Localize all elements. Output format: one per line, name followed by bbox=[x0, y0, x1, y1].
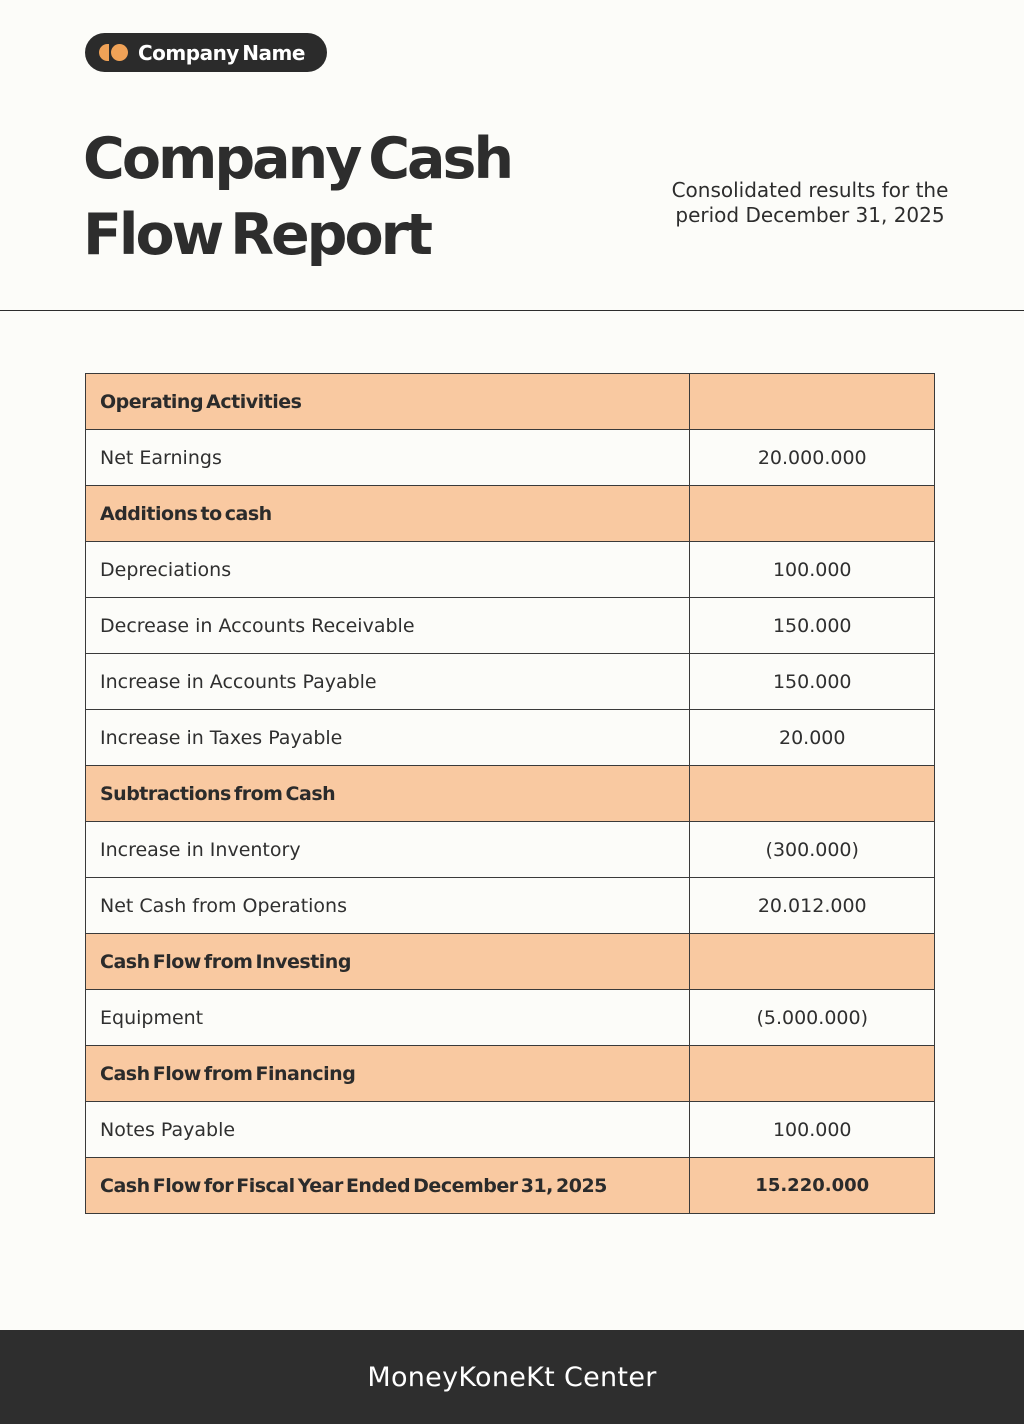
report-subtitle bbox=[660, 178, 960, 228]
row-label: Equipment bbox=[86, 990, 690, 1046]
row-value: (5.000.000) bbox=[690, 990, 935, 1046]
row-value bbox=[690, 486, 935, 542]
table-row bbox=[86, 1102, 935, 1158]
table-row bbox=[86, 934, 935, 990]
table-row bbox=[86, 486, 935, 542]
table-row bbox=[86, 598, 935, 654]
table-row bbox=[86, 654, 935, 710]
footer-bar bbox=[0, 1330, 1024, 1424]
row-label: Cash Flow from Investing bbox=[86, 934, 690, 990]
table-row bbox=[86, 430, 935, 486]
row-value: 15.220.000 bbox=[690, 1158, 935, 1214]
row-label: Increase in Inventory bbox=[86, 822, 690, 878]
cashflow-table-body bbox=[86, 374, 935, 1214]
row-label: Decrease in Accounts Receivable bbox=[86, 598, 690, 654]
footer-label: MoneyKoneKt Center bbox=[367, 1361, 657, 1393]
row-label: Additions to cash bbox=[86, 486, 690, 542]
row-value: 150.000 bbox=[690, 654, 935, 710]
header-divider bbox=[0, 310, 1024, 311]
page-title-line2: Flow Report bbox=[83, 201, 431, 268]
table-row bbox=[86, 542, 935, 598]
row-value: 20.000 bbox=[690, 710, 935, 766]
row-value bbox=[690, 934, 935, 990]
row-label: Net Earnings bbox=[86, 430, 690, 486]
row-value bbox=[690, 374, 935, 430]
row-label: Increase in Taxes Payable bbox=[86, 710, 690, 766]
row-value: (300.000) bbox=[690, 822, 935, 878]
row-label: Subtractions from Cash bbox=[86, 766, 690, 822]
row-label: Depreciations bbox=[86, 542, 690, 598]
row-value: 20.000.000 bbox=[690, 430, 935, 486]
company-name-label: Company Name bbox=[138, 40, 305, 65]
row-value bbox=[690, 1046, 935, 1102]
table-row bbox=[86, 766, 935, 822]
row-value: 20.012.000 bbox=[690, 878, 935, 934]
table-row bbox=[86, 1046, 935, 1102]
table-row bbox=[86, 374, 935, 430]
table-row bbox=[86, 710, 935, 766]
company-badge bbox=[85, 33, 327, 72]
row-value: 100.000 bbox=[690, 542, 935, 598]
table-row bbox=[86, 1158, 935, 1214]
page-title bbox=[83, 122, 511, 274]
row-value: 150.000 bbox=[690, 598, 935, 654]
table-row bbox=[86, 878, 935, 934]
row-value bbox=[690, 766, 935, 822]
row-value: 100.000 bbox=[690, 1102, 935, 1158]
page-title-line1: Company Cash bbox=[83, 126, 512, 192]
table-row bbox=[86, 990, 935, 1046]
row-label: Operating Activities bbox=[86, 374, 690, 430]
report-subtitle-line2: period December 31, 2025 bbox=[675, 203, 945, 227]
report-subtitle-line1: Consolidated results for the bbox=[671, 178, 949, 202]
company-logo-icon bbox=[99, 44, 128, 61]
row-label: Net Cash from Operations bbox=[86, 878, 690, 934]
row-label: Cash Flow for Fiscal Year Ended December 31, 2025 bbox=[86, 1158, 690, 1214]
logo-half-dot bbox=[99, 44, 109, 61]
table-row bbox=[86, 822, 935, 878]
row-label: Notes Payable bbox=[86, 1102, 690, 1158]
row-label: Cash Flow from Financing bbox=[86, 1046, 690, 1102]
logo-dot bbox=[111, 44, 128, 61]
cashflow-table bbox=[85, 373, 935, 1214]
row-label: Increase in Accounts Payable bbox=[86, 654, 690, 710]
